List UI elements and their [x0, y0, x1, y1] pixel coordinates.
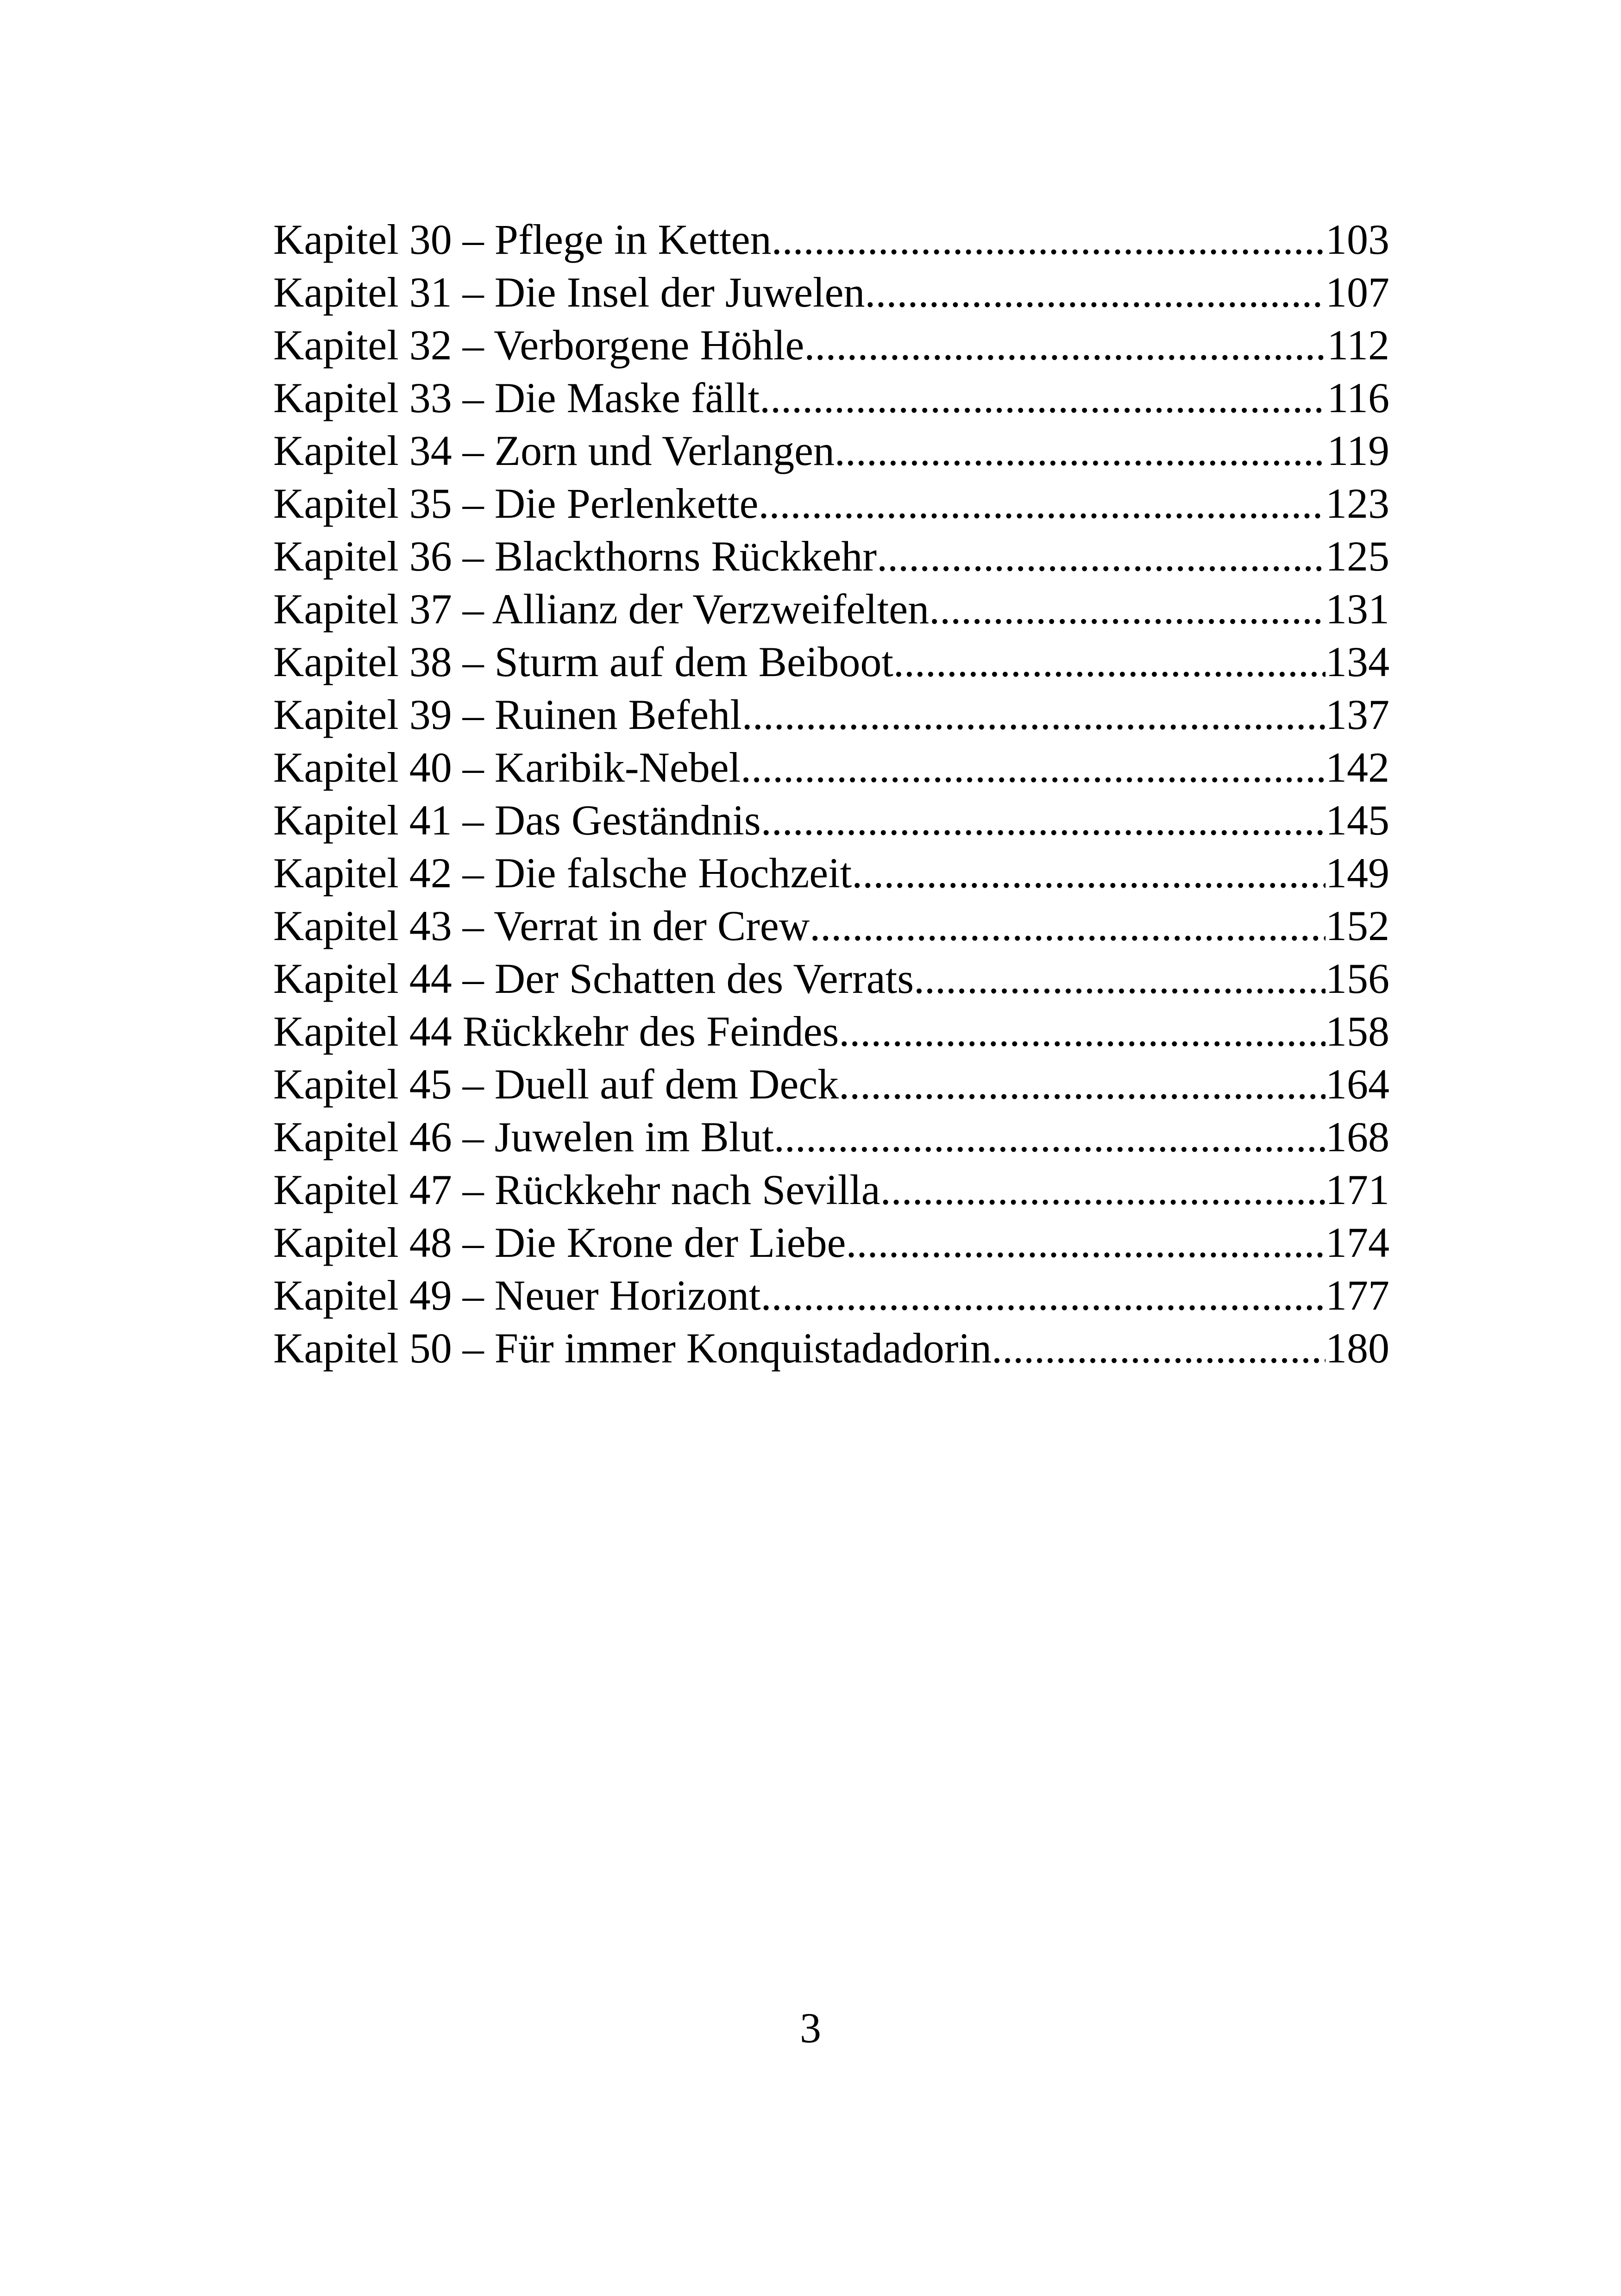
toc-entry-page: 134: [1326, 638, 1389, 685]
toc-dot-leader: [810, 899, 1326, 952]
toc-entry-page: 123: [1326, 480, 1389, 527]
toc-dot-leader: [804, 319, 1327, 371]
toc-entry: [273, 1322, 1389, 1374]
toc-entry: [273, 530, 1389, 583]
toc-entry-title: Kapitel 39 – Ruinen Befehl: [273, 691, 742, 738]
toc-entry-title: Kapitel 34 – Zorn und Verlangen: [273, 427, 835, 474]
toc-entry-title: Kapitel 42 – Die falsche Hochzeit: [273, 849, 852, 897]
toc-entry-title: Kapitel 36 – Blackthorns Rückkehr: [273, 533, 877, 580]
toc-entry: [273, 1005, 1389, 1058]
toc-entry-page: 156: [1326, 955, 1389, 1002]
toc-entry-page: 131: [1326, 585, 1389, 633]
toc-dot-leader: [758, 477, 1326, 530]
toc-dot-leader: [992, 1322, 1326, 1374]
page-number: 3: [800, 2004, 821, 2051]
toc-entry-title: Kapitel 50 – Für immer Konquistadadorin: [273, 1324, 992, 1372]
toc-entry-page: 119: [1327, 427, 1389, 474]
toc-entry-page: 116: [1327, 374, 1389, 421]
toc-entry-page: 112: [1327, 321, 1389, 369]
toc-entry-title: Kapitel 44 – Der Schatten des Verrats: [273, 955, 914, 1002]
toc-entry: [273, 1269, 1389, 1322]
toc-entry-title: Kapitel 32 – Verborgene Höhle: [273, 321, 804, 369]
toc-dot-leader: [835, 424, 1327, 477]
toc-entry-page: 158: [1326, 1008, 1389, 1055]
toc-dot-leader: [761, 1269, 1326, 1322]
toc-entry: [273, 688, 1389, 741]
toc-entry: [273, 477, 1389, 530]
toc-dot-leader: [877, 530, 1326, 583]
toc-entry-title: Kapitel 43 – Verrat in der Crew: [273, 902, 810, 949]
toc-entry: [273, 424, 1389, 477]
toc-dot-leader: [929, 583, 1326, 635]
toc-entry: [273, 583, 1389, 635]
toc-entry-page: 145: [1326, 797, 1389, 844]
toc-entry: [273, 319, 1389, 371]
toc-entry: [273, 266, 1389, 319]
toc-entry-title: Kapitel 30 – Pflege in Ketten: [273, 216, 772, 263]
toc-dot-leader: [846, 1216, 1326, 1269]
toc-entry-page: 171: [1326, 1166, 1389, 1213]
toc-dot-leader: [741, 741, 1326, 794]
toc-entry-title: Kapitel 37 – Allianz der Verzweifelten: [273, 585, 930, 633]
toc-entry-page: 149: [1326, 849, 1389, 897]
table-of-contents: [273, 213, 1389, 1374]
toc-entry-title: Kapitel 45 – Duell auf dem Deck: [273, 1060, 839, 1108]
toc-entry-title: Kapitel 48 – Die Krone der Liebe: [273, 1219, 846, 1266]
toc-entry: [273, 794, 1389, 847]
toc-dot-leader: [774, 1110, 1326, 1163]
toc-entry-title: Kapitel 31 – Die Insel der Juwelen: [273, 269, 865, 316]
toc-entry-title: Kapitel 40 – Karibik-Nebel: [273, 744, 741, 791]
toc-entry: [273, 952, 1389, 1005]
toc-entry-page: 137: [1326, 691, 1389, 738]
toc-entry-title: Kapitel 35 – Die Perlenkette: [273, 480, 759, 527]
toc-entry: [273, 371, 1389, 424]
toc-entry-page: 125: [1326, 533, 1389, 580]
toc-entry-title: Kapitel 44 Rückkehr des Feindes: [273, 1008, 839, 1055]
toc-dot-leader: [914, 952, 1326, 1005]
toc-entry: [273, 899, 1389, 952]
toc-entry-page: 103: [1326, 216, 1389, 263]
toc-dot-leader: [893, 635, 1326, 688]
toc-entry: [273, 741, 1389, 794]
toc-dot-leader: [760, 371, 1327, 424]
toc-entry-title: Kapitel 33 – Die Maske fällt: [273, 374, 760, 421]
toc-entry: [273, 1163, 1389, 1216]
toc-entry: [273, 1110, 1389, 1163]
toc-dot-leader: [742, 688, 1326, 741]
toc-entry: [273, 1216, 1389, 1269]
toc-entry-page: 142: [1326, 744, 1389, 791]
toc-entry-page: 177: [1326, 1272, 1389, 1319]
toc-entry-page: 164: [1326, 1060, 1389, 1108]
toc-entry: [273, 635, 1389, 688]
toc-dot-leader: [839, 1058, 1326, 1110]
toc-entry-title: Kapitel 38 – Sturm auf dem Beiboot: [273, 638, 893, 685]
toc-entry-page: 168: [1326, 1113, 1389, 1161]
toc-dot-leader: [880, 1163, 1326, 1216]
toc-entry-title: Kapitel 47 – Rückkehr nach Sevilla: [273, 1166, 880, 1213]
toc-entry: [273, 213, 1389, 266]
toc-entry-title: Kapitel 46 – Juwelen im Blut: [273, 1113, 774, 1161]
toc-dot-leader: [839, 1005, 1326, 1058]
toc-dot-leader: [865, 266, 1326, 319]
toc-entry: [273, 1058, 1389, 1110]
toc-entry-title: Kapitel 41 – Das Geständnis: [273, 797, 761, 844]
toc-entry-page: 180: [1326, 1324, 1389, 1372]
toc-entry-page: 174: [1326, 1219, 1389, 1266]
toc-dot-leader: [852, 847, 1326, 899]
toc-entry-page: 107: [1326, 269, 1389, 316]
toc-entry: [273, 847, 1389, 899]
toc-entry-page: 152: [1326, 902, 1389, 949]
toc-dot-leader: [761, 794, 1326, 847]
toc-dot-leader: [772, 213, 1326, 266]
toc-entry-title: Kapitel 49 – Neuer Horizont: [273, 1272, 761, 1319]
